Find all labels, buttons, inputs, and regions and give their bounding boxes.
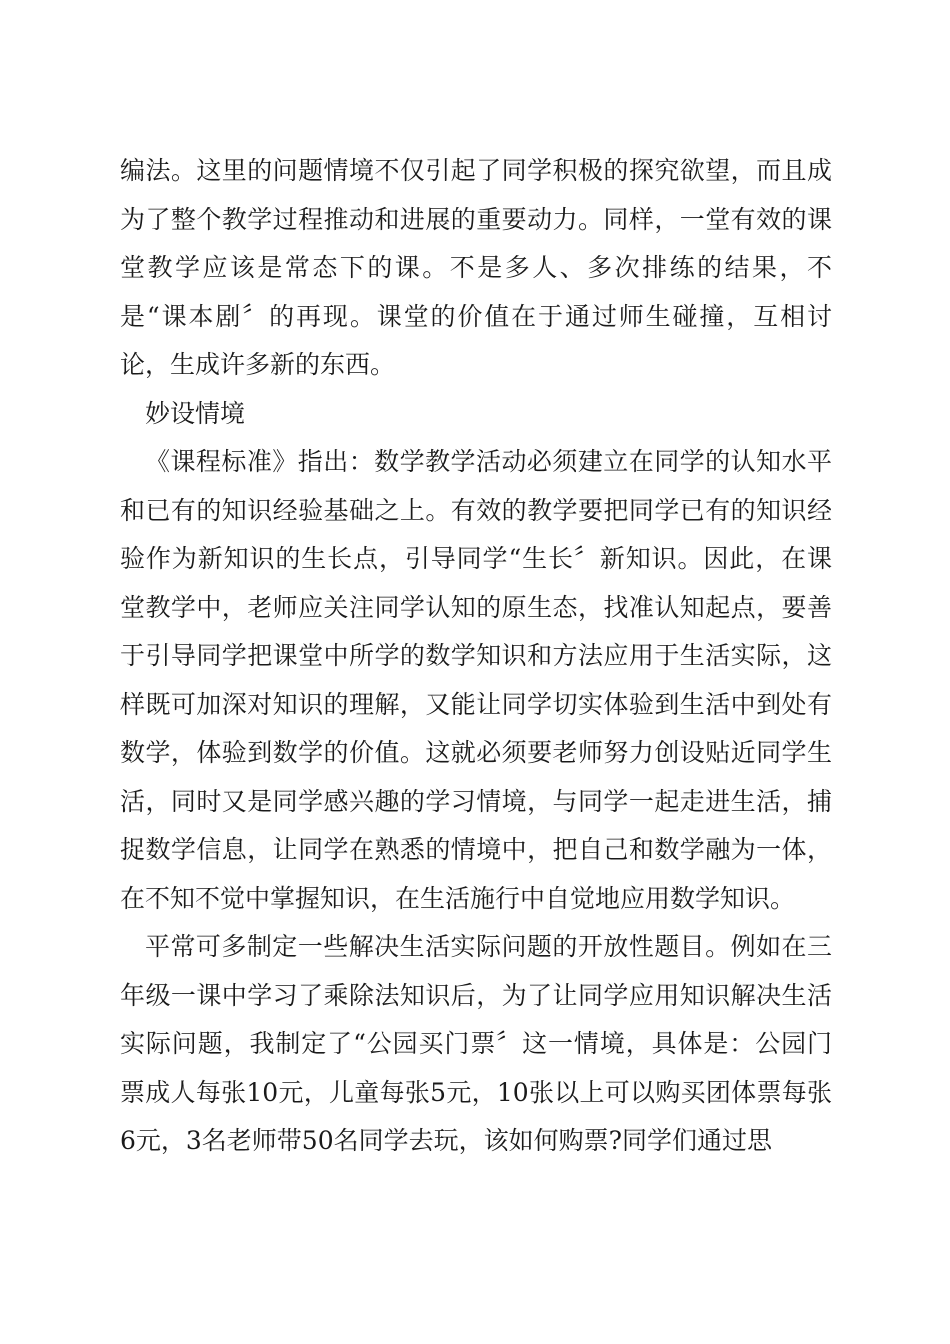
document-body: [120, 147, 832, 1166]
paragraph-continuation: 编法。这里的问题情境不仅引起了同学积极的探究欲望，而且成为了整个教学过程推动和进展的重要动力。同样，一堂有效的课堂教学应该是常态下的课。不是多人、多次排练的结果，不是“课本剧〞的再现。课堂的价值在于通过师生碰撞，互相讨论，生成许多新的东西。: [120, 156, 832, 379]
paragraph-park-ticket-example: 平常可多制定一些解决生活实际问题的开放性题目。例如在三年级一课中学习了乘除法知识后，为了让同学应用知识解决生活实际问题，我制定了“公园买门票〞这一情境，具体是：公园门票成人每张10元，儿童每张5元，10张以上可以购买团体票每张6元，3名老师带50名同学去玩，该如何购票?同学们通过思: [120, 932, 832, 1155]
paragraph-curriculum-standard: 《课程标准》指出：数学教学活动必须建立在同学的认知水平和已有的知识经验基础之上。有效的教学要把同学已有的知识经验作为新知识的生长点，引导同学“生长〞新知识。因此，在课堂教学中，老师应关注同学认知的原生态，找准认知起点，要善于引导同学把课堂中所学的数学知识和方法应用于生活实际，这样既可加深对知识的理解，又能让同学切实体验到生活中到处有数学，体验到数学的价值。这就必须要老师努力创设贴近同学生活，同时又是同学感兴趣的学习情境，与同学一起走进生活，捕捉数学信息，让同学在熟悉的情境中，把自己和数学融为一体，在不知不觉中掌握知识，在生活施行中自觉地应用数学知识。: [120, 447, 832, 913]
section-heading: 妙设情境: [145, 398, 246, 428]
